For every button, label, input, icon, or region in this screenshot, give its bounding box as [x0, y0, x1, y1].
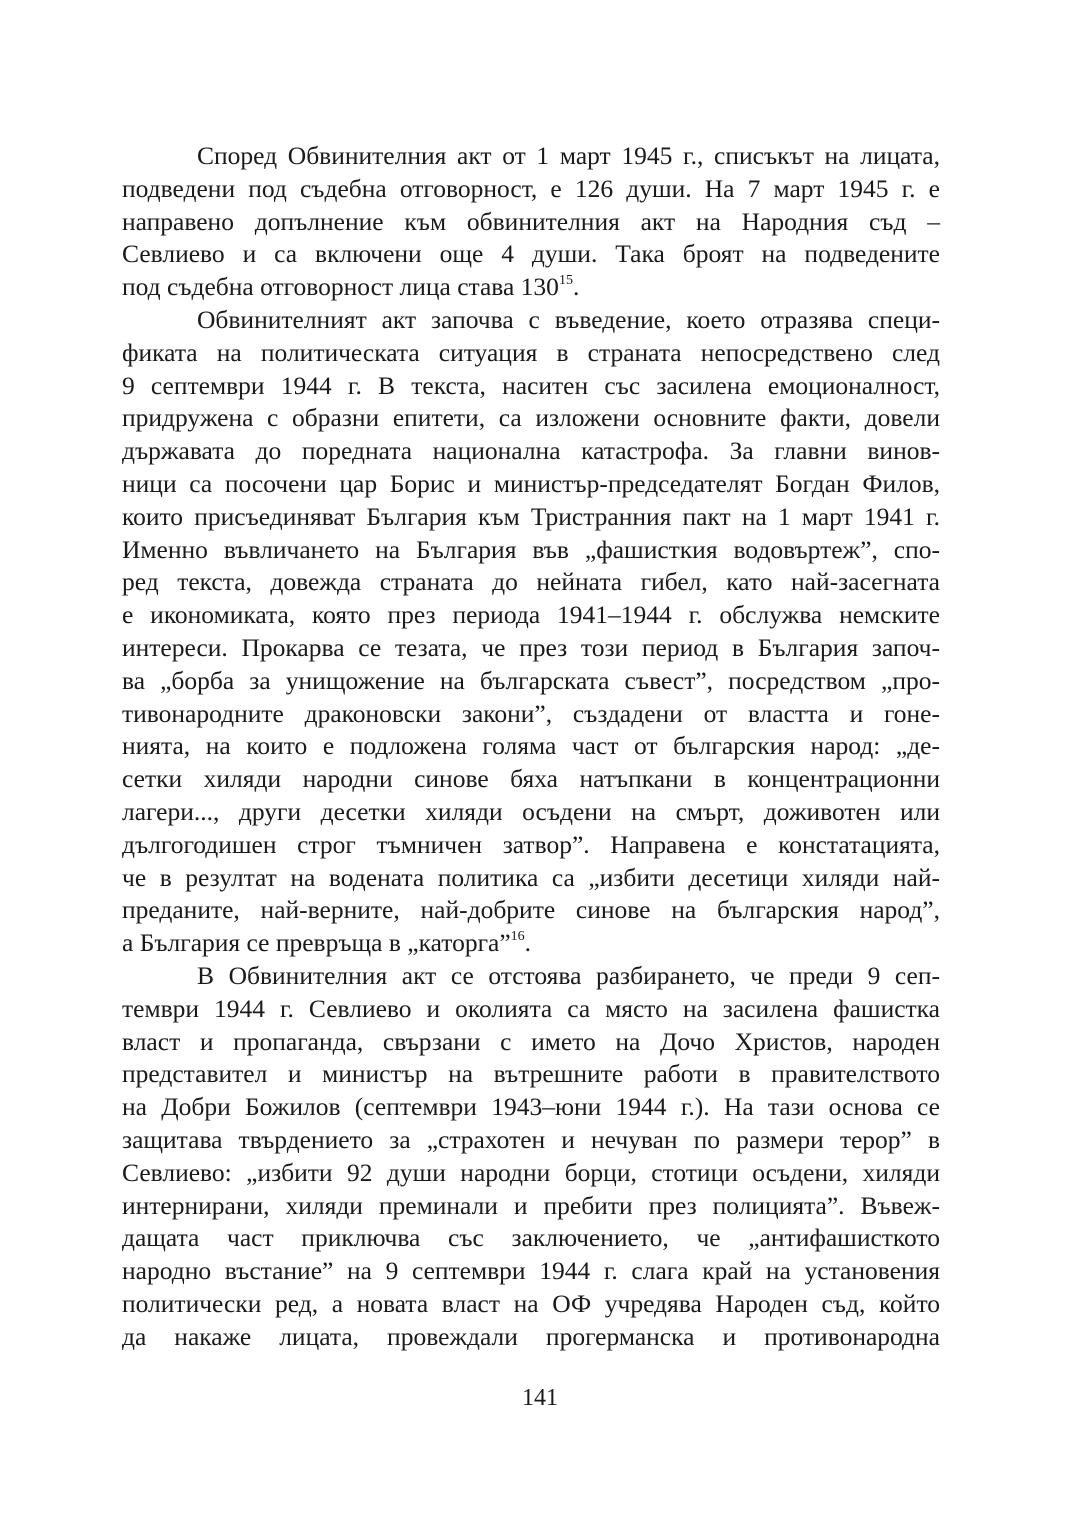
text-line: тивонародните драконовски закони”, създадени от властта и гоне- — [122, 698, 940, 728]
footnote-marker: 16 — [510, 929, 525, 945]
text-line: интернирани, хиляди преминали и пребити през полицията”. Въвеж- — [122, 1190, 940, 1220]
text-line-content: под съдебна отговорност лица става 130 — [122, 272, 559, 302]
text-line: преданите, най-верните, най-добрите синове на българския народ”, — [122, 895, 940, 925]
text-line: е икономиката, която през периода 1941–1944 г. обслужва немските — [122, 600, 940, 630]
text-line-content: а България се превръща в „каторга” — [122, 928, 511, 958]
text-line: че в резултат на водената политика са „избити десетици хиляди най- — [122, 862, 940, 892]
text-line: Севлиево: „избити 92 души народни борци, стотици осъдени, хиляди — [122, 1157, 940, 1187]
text-line: придружена с образни епитети, са изложени основните факти, довели — [122, 403, 940, 433]
text-line: държавата до поредната национална катастрофа. За главни винов- — [122, 436, 940, 466]
text-line: политически ред, а новата власт на ОФ учредява Народен съд, който — [122, 1288, 940, 1318]
text-line: 9 септември 1944 г. В текста, наситен със засилена емоционалност, — [122, 370, 940, 400]
text-line: народно въстание” на 9 септември 1944 г. слага край на установения — [122, 1256, 940, 1286]
text-line: направено допълнение към обвинителния акт на Народния съд – — [122, 206, 940, 236]
paragraph-3 — [122, 960, 940, 1354]
paragraph-1 — [122, 140, 940, 304]
text-line: ред текста, довежда страната до нейната гибел, като най-засегната — [122, 567, 940, 597]
text-line: ници са посочени цар Борис и министър-председателят Богдан Филов, — [122, 468, 940, 498]
text-line: на Добри Божилов (септември 1943–юни 1944 г.). На тази основа се — [122, 1092, 940, 1122]
text-line: дащата част приключва със заключението, че „антифашисткото — [122, 1223, 940, 1253]
paragraph-2 — [122, 304, 940, 960]
text-line: В Обвинителния акт се отстоява разбирането, че преди 9 сеп- — [197, 960, 940, 990]
text-line: тември 1944 г. Севлиево и околията са място на засилена фашистка — [122, 993, 940, 1023]
text-line: дългогодишен строг тъмничен затвор”. Направена е констатацията, — [122, 829, 940, 859]
line-tail: . — [524, 928, 532, 958]
text-line: нията, на които е подложена голяма част от българския народ: „де- — [122, 731, 940, 761]
page-number: 141 — [522, 1385, 558, 1411]
text-line: ва „борба за унищожение на българската съвест”, посредством „про- — [122, 665, 940, 695]
text-line: фиката на политическата ситуация в страната непосредствено след — [122, 337, 940, 367]
text-line: Според Обвинителния акт от 1 март 1945 г., списъкът на лицата, — [197, 141, 940, 170]
text-line: представител и министър на вътрешните работи в правителството — [122, 1059, 940, 1089]
text-line: които присъединяват България към Тристранния пакт на 1 март 1941 г. — [122, 501, 940, 531]
footnote-marker: 15 — [558, 273, 573, 289]
text-line: Именно въвличането на България във „фашисткия водовъртеж”, спо- — [122, 534, 940, 564]
text-line: сетки хиляди народни синове бяха натъпкани в концентрационни — [122, 764, 940, 794]
line-tail: . — [572, 272, 580, 302]
text-line: власт и пропаганда, свързани с името на Дочо Христов, народен — [122, 1026, 940, 1056]
text-line: лагери..., други десетки хиляди осъдени на смърт, доживотен или — [122, 796, 940, 826]
text-line: интереси. Прокарва се тезата, че през този период в България започ- — [122, 632, 940, 662]
text-line — [122, 927, 940, 960]
text-line: Севлиево и са включени още 4 души. Така броят на подведените — [122, 239, 940, 269]
page-body — [122, 140, 940, 1353]
text-line — [122, 271, 940, 304]
text-line: да накаже лицата, провеждали прогерманска и противонародна — [122, 1321, 940, 1351]
text-line: Обвинителният акт започва с въведение, което отразява специ- — [197, 304, 940, 334]
text-line: подведени под съдебна отговорност, е 126 души. На 7 март 1945 г. е — [122, 173, 940, 203]
text-line: защитава твърдението за „страхотен и нечуван по размери терор” в — [122, 1124, 940, 1154]
